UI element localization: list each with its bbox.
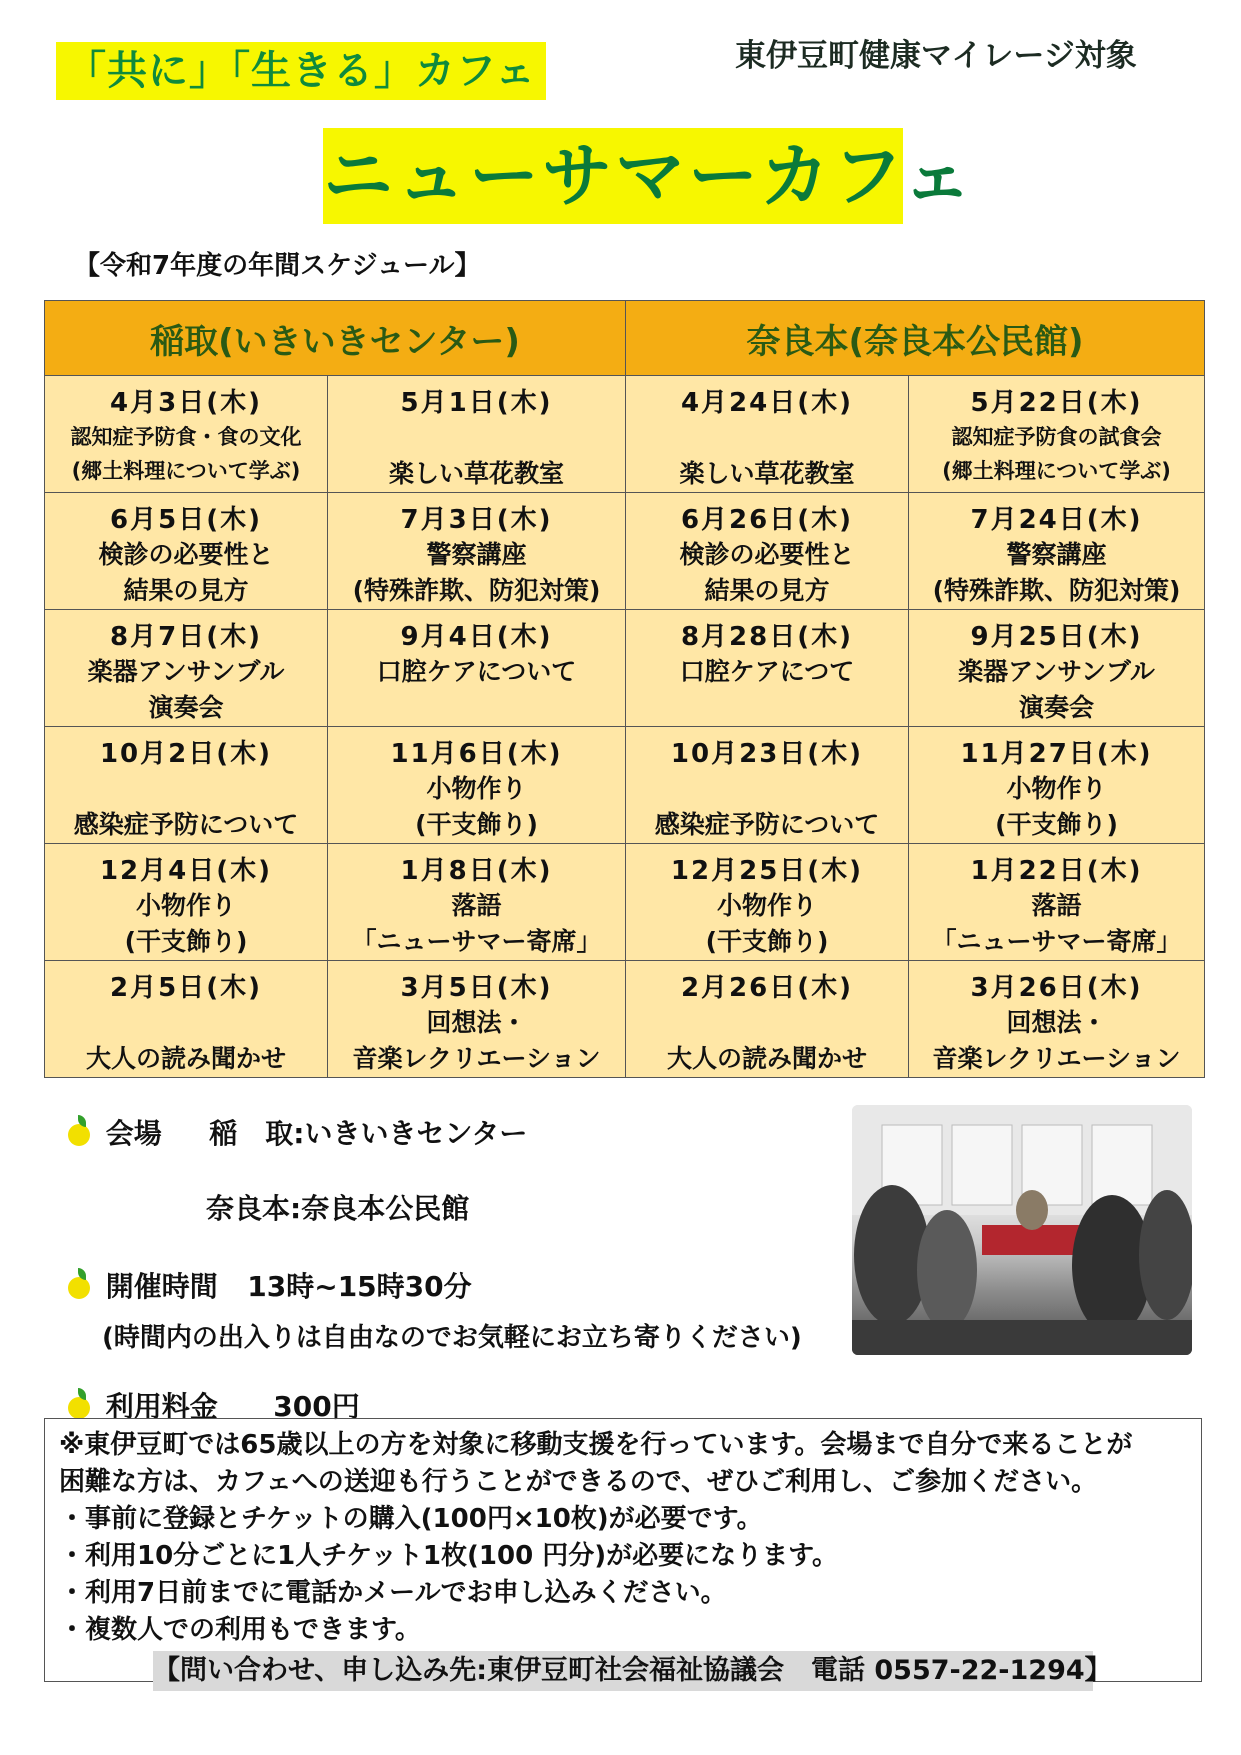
event-date: 5月22日(木) [970, 388, 1143, 418]
event-date: 9月25日(木) [970, 622, 1143, 652]
event-title: 楽器アンサンブル [958, 657, 1155, 686]
note-line: ・利用10分ごとに1人チケット1枚(100 円分)が必要になります。 [59, 1541, 839, 1571]
event-date: 2月5日(木) [110, 973, 262, 1003]
event-date: 1月22日(木) [970, 856, 1143, 886]
event-date: 10月23日(木) [670, 739, 864, 769]
note-line: 困難な方は、カフェへの送迎も行うことができるので、ぜひご利用し、ご参加ください。 [59, 1467, 1098, 1497]
event-date: 8月7日(木) [110, 622, 262, 652]
schedule-row [45, 727, 1205, 844]
event-detail: 結果の見方 [704, 576, 830, 605]
event-date: 3月5日(木) [400, 973, 553, 1003]
schedule-cell [45, 493, 328, 610]
event-detail: 大人の読み聞かせ [85, 1044, 286, 1073]
event-date: 6月26日(木) [680, 505, 854, 535]
note-line: ・事前に登録とチケットの購入(100円×10枚)が必要です。 [59, 1504, 763, 1534]
schedule-table [44, 300, 1205, 1078]
schedule-cell [909, 493, 1205, 610]
event-title: 小物作り [426, 774, 527, 803]
notes-box [44, 1418, 1202, 1686]
schedule-cell [45, 610, 328, 727]
event-date: 8月28日(木) [680, 622, 854, 652]
fee-value: 300円 [273, 1390, 360, 1423]
venue-line [68, 1112, 527, 1152]
venue-label: 会場 [105, 1117, 162, 1150]
event-date: 10月2日(木) [99, 739, 273, 769]
event-detail: (干支飾り) [705, 927, 829, 956]
cafe-event-photo [852, 1105, 1192, 1355]
time-label: 開催時間 [105, 1270, 218, 1303]
event-title: 警察講座 [426, 540, 527, 569]
event-detail: 感染症予防について [654, 810, 880, 839]
event-detail: (郷土料理について学ぶ) [942, 459, 1171, 483]
schedule-cell [909, 961, 1205, 1078]
event-detail: 「ニューサマー寄席」 [351, 927, 602, 956]
schedule-cell [626, 961, 909, 1078]
schedule-cell [45, 376, 328, 493]
schedule-cell [626, 493, 909, 610]
schedule-cell [45, 844, 328, 961]
event-date: 3月26日(木) [970, 973, 1143, 1003]
schedule-row [45, 376, 1205, 493]
event-detail: (干支飾り) [995, 810, 1118, 839]
event-date: 1月8日(木) [400, 856, 553, 886]
event-date: 6月5日(木) [110, 505, 262, 535]
time-value: 13時~15時30分 [247, 1270, 472, 1303]
event-detail: (干支飾り) [415, 810, 538, 839]
event-title: 回想法・ [426, 1008, 527, 1037]
event-date: 4月3日(木) [110, 388, 262, 418]
schedule-row [45, 493, 1205, 610]
event-title: 楽器アンサンブル [87, 657, 285, 686]
event-date: 11月27日(木) [960, 739, 1153, 769]
schedule-row [45, 844, 1205, 961]
event-date: 12月25日(木) [670, 856, 864, 886]
event-detail: 演奏会 [1019, 693, 1095, 722]
event-date: 2月26日(木) [680, 973, 854, 1003]
event-title: 口腔ケアにつて [679, 657, 855, 686]
event-title: 落語 [1031, 891, 1082, 920]
notes-lines [59, 1427, 1187, 1649]
event-title: 小物作り [1006, 774, 1107, 803]
fee-label: 利用料金 [105, 1390, 218, 1423]
schedule-row [45, 961, 1205, 1078]
schedule-cell [909, 844, 1205, 961]
event-detail: (特殊詐欺、防犯対策) [932, 576, 1181, 605]
schedule-cell [909, 727, 1205, 844]
schedule-cell [909, 610, 1205, 727]
lemon-icon [68, 1277, 90, 1299]
event-detail: (特殊詐欺、防犯対策) [352, 576, 601, 605]
event-date: 9月4日(木) [400, 622, 553, 652]
time-line [68, 1265, 472, 1305]
event-detail: 楽しい草花教室 [388, 459, 564, 488]
event-title: 口腔ケアについて [376, 657, 577, 686]
event-title: 認知症予防食の試食会 [951, 425, 1162, 449]
event-detail: 音楽レクリエーション [352, 1044, 601, 1073]
event-date: 5月1日(木) [400, 388, 553, 418]
schedule-cell [626, 376, 909, 493]
event-detail: 演奏会 [148, 693, 224, 722]
event-title: 認知症予防食・食の文化 [70, 425, 302, 449]
schedule-cell [328, 961, 626, 1078]
schedule-cell [909, 376, 1205, 493]
lemon-icon [68, 1124, 90, 1146]
page-title: ニューサマーカフェ [323, 128, 903, 224]
event-detail: 「ニューサマー寄席」 [931, 927, 1182, 956]
event-title: 小物作り [135, 891, 236, 920]
event-title: 落語 [451, 891, 502, 920]
venue-header-inatori: 稲取(いきいきセンター) [45, 301, 626, 376]
note-line: ※東伊豆町では65歳以上の方を対象に移動支援を行っています。会場まで自分で来ることが [59, 1430, 1133, 1460]
event-detail: 大人の読み聞かせ [666, 1044, 867, 1073]
health-mileage-note: 東伊豆町健康マイレージ対象 [735, 38, 1137, 74]
cafe-tagline: 「共に」「生きる」カフェ [56, 42, 546, 100]
schedule-cell [328, 376, 626, 493]
schedule-row [45, 610, 1205, 727]
event-detail: 音楽レクリエーション [932, 1044, 1181, 1073]
venue-narawoto: 奈良本:奈良本公民館 [206, 1192, 470, 1225]
lemon-icon [68, 1397, 90, 1419]
event-title: 小物作り [716, 891, 817, 920]
event-detail: 結果の見方 [123, 576, 249, 605]
event-detail: 感染症予防について [73, 810, 299, 839]
schedule-cell [328, 727, 626, 844]
schedule-cell [45, 961, 328, 1078]
note-line: ・利用7日前までに電話かメールでお申し込みください。 [59, 1578, 727, 1608]
schedule-cell [328, 844, 626, 961]
event-date: 12月4日(木) [99, 856, 273, 886]
event-date: 4月24日(木) [680, 388, 854, 418]
schedule-body [45, 376, 1205, 1078]
event-detail: (郷土料理について学ぶ) [71, 459, 301, 483]
schedule-header-row [45, 301, 1205, 376]
event-date: 7月24日(木) [970, 505, 1143, 535]
event-title: 警察講座 [1006, 540, 1107, 569]
schedule-cell [626, 610, 909, 727]
event-date: 7月3日(木) [400, 505, 553, 535]
event-title: 回想法・ [1006, 1008, 1107, 1037]
event-detail: 楽しい草花教室 [679, 459, 855, 488]
schedule-cell [45, 727, 328, 844]
venue-header-narawoto: 奈良本(奈良本公民館) [626, 301, 1205, 376]
schedule-cell [626, 727, 909, 844]
schedule-subtitle: 【令和7年度の年間スケジュール】 [74, 251, 481, 281]
event-detail: (干支飾り) [124, 927, 248, 956]
note-line: ・複数人での利用もできます。 [59, 1615, 421, 1645]
schedule-cell [626, 844, 909, 961]
event-title: 検診の必要性と [98, 540, 274, 569]
event-date: 11月6日(木) [390, 739, 563, 769]
schedule-cell [328, 493, 626, 610]
event-title: 検診の必要性と [679, 540, 855, 569]
schedule-cell [328, 610, 626, 727]
time-note: (時間内の出入りは自由なのでお気軽にお立ち寄りください) [102, 1323, 802, 1353]
venue-inatori: 稲 取:いきいきセンター [209, 1117, 528, 1150]
contact-info: 【問い合わせ、申し込み先:東伊豆町社会福祉協議会 電話 0557-22-1294】 [153, 1651, 1093, 1691]
